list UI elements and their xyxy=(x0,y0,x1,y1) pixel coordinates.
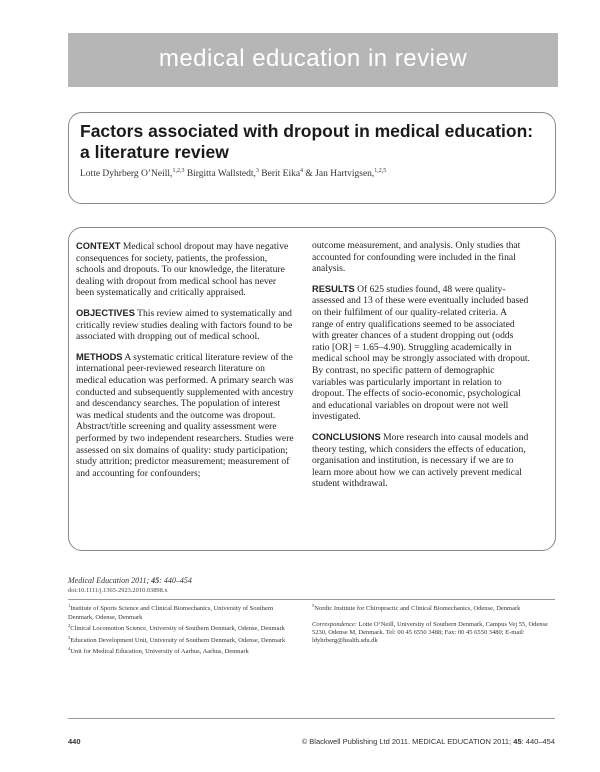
methods-label: METHODS xyxy=(76,351,123,362)
affiliation-text: Institute of Sports Science and Clinical Biomechanics, University of Southern Denmark, Odense, Denmark xyxy=(68,605,274,621)
section-banner xyxy=(68,33,558,87)
affiliation-text: Clinical Locomotion Science, University of Southern Denmark, Odense, Denmark xyxy=(70,625,285,633)
affiliation-marker: 1 xyxy=(68,603,71,608)
citation-volume: 45 xyxy=(151,576,160,585)
conclusions-text: More research into causal models and theory testing, which considers the effects of education, organisation and institution, is necessary if we are to learn more about how we can actively prevent medical student withdrawal. xyxy=(312,431,529,490)
section-banner-text: medical education in review xyxy=(158,45,468,72)
author-name: Birgitta Wallstedt, xyxy=(184,169,256,180)
abstract-column-right xyxy=(312,240,530,499)
citation-pages: : 440–454 xyxy=(159,576,192,585)
affiliation-marker: 4 xyxy=(68,646,71,652)
correspondence-label: Correspondence: xyxy=(312,620,357,628)
copyright-line xyxy=(302,737,555,746)
author-affiliation-marker: 4 xyxy=(300,168,304,174)
author-affiliation-marker: 1,2,5 xyxy=(374,168,387,174)
context-label: CONTEXT xyxy=(76,241,121,251)
affiliation-text: Nordic Institute for Chiropractic and Clinical Biomechanics, Odense, Denmark xyxy=(314,605,521,613)
author-name: & Jan Hartvigsen, xyxy=(303,169,375,180)
article-title: Factors associated with dropout in medical education: a literature review xyxy=(80,121,534,162)
correspondence xyxy=(312,621,552,646)
page-number: 440 xyxy=(68,737,81,746)
footer-divider xyxy=(68,718,555,719)
affiliation-marker: 5 xyxy=(312,603,315,608)
affiliation xyxy=(68,645,290,657)
author-affiliation-marker: 3 xyxy=(255,168,259,174)
abstract-context xyxy=(76,241,294,299)
correspondence-text: Lotte O’Neill, University of Southern Denmark, Campus Vej 55, Odense 5230, Odense M, Denmark. Tel: 00 45 6550 3488; Fax: 00 45 6550 3480; E-mail: ldyhrberg@health.sdu.dk xyxy=(312,620,548,645)
abstract-results xyxy=(312,284,530,423)
conclusions-label: CONCLUSIONS xyxy=(312,431,381,442)
divider xyxy=(68,599,555,600)
footer-volume: 45 xyxy=(513,737,522,746)
affiliation xyxy=(68,602,290,622)
author-name: Lotte Dyhrberg O’Neill, xyxy=(80,169,173,180)
author-list xyxy=(80,168,550,179)
journal-citation xyxy=(68,576,192,585)
affiliation xyxy=(68,634,290,646)
results-text: Of 625 studies found, 48 were quality-assessed and 13 of these were eventually included based on their fulfilment of our quality-related criteria. A range of entry qualifications seemed to be associated with greater chances of a student dropping out (odds ratio [OR] = 1.65–4.90). Struggling academically in medical school may be strongly associated with dropout. By contrast, no specific pattern of demographic variables was particularly important in relation to dropout. The effects of socio-economic, psychological and educational variables on dropout were not well investigated. xyxy=(312,283,530,423)
abstract-objectives xyxy=(76,308,294,343)
footer-pages: : 440–454 xyxy=(521,737,555,746)
objectives-label: OBJECTIVES xyxy=(76,307,135,318)
affiliations-right xyxy=(312,602,552,646)
affiliations-left xyxy=(68,602,290,657)
abstract-column-left xyxy=(76,241,294,488)
methods-text: A systematic critical literature review of the international peer-reviewed research literature on medical education was performed. A primary search was conducted and subsequently supplemented with ancestry and descendancy searches. The population of interest was medical students and the outcome was dropout. Abstract/title screening and quality assessment were performed by two independent researchers. Studies were assessed on six domains of quality: study participation; study attrition; predictor measurement; measurement of and accounting for confounders; xyxy=(76,351,294,479)
results-label: RESULTS xyxy=(312,283,355,294)
citation-year: 2011; xyxy=(129,576,152,585)
affiliation-text: Education Development Unit, University of Southern Denmark, Odense, Denmark xyxy=(70,636,286,644)
copyright-text: © Blackwell Publishing Ltd 2011. MEDICAL EDUCATION 2011; xyxy=(301,737,514,746)
doi[interactable]: doi:10.1111/j.1365-2923.2010.03898.x xyxy=(68,587,168,594)
author-affiliation-marker: 1,2,3 xyxy=(172,168,185,174)
affiliation xyxy=(68,622,290,634)
affiliation xyxy=(312,602,552,614)
affiliation-marker: 3 xyxy=(68,634,71,640)
abstract-methods xyxy=(76,352,294,480)
author-name: Berit Eika xyxy=(258,169,301,180)
context-text: Medical school dropout may have negative consequences for society, patients, the profession, schools and dropouts. To our knowledge, the literature dealing with dropout from medical school has never been systematically and critically appraised. xyxy=(76,241,289,299)
methods-continued: outcome measurement, and analysis. Only studies that accounted for confounding were included in the final analysis. xyxy=(312,240,521,275)
affiliation-marker: 2 xyxy=(68,622,71,628)
affiliation-text: Unit for Medical Education, University of Aarhus, Aarhus, Denmark xyxy=(70,648,249,656)
abstract-conclusions xyxy=(312,432,530,490)
objectives-text: This review aimed to systematically and critically review studies dealing with factors found to be associated with dropping out of medical school. xyxy=(76,307,293,343)
journal-name: Medical Education xyxy=(68,576,130,585)
